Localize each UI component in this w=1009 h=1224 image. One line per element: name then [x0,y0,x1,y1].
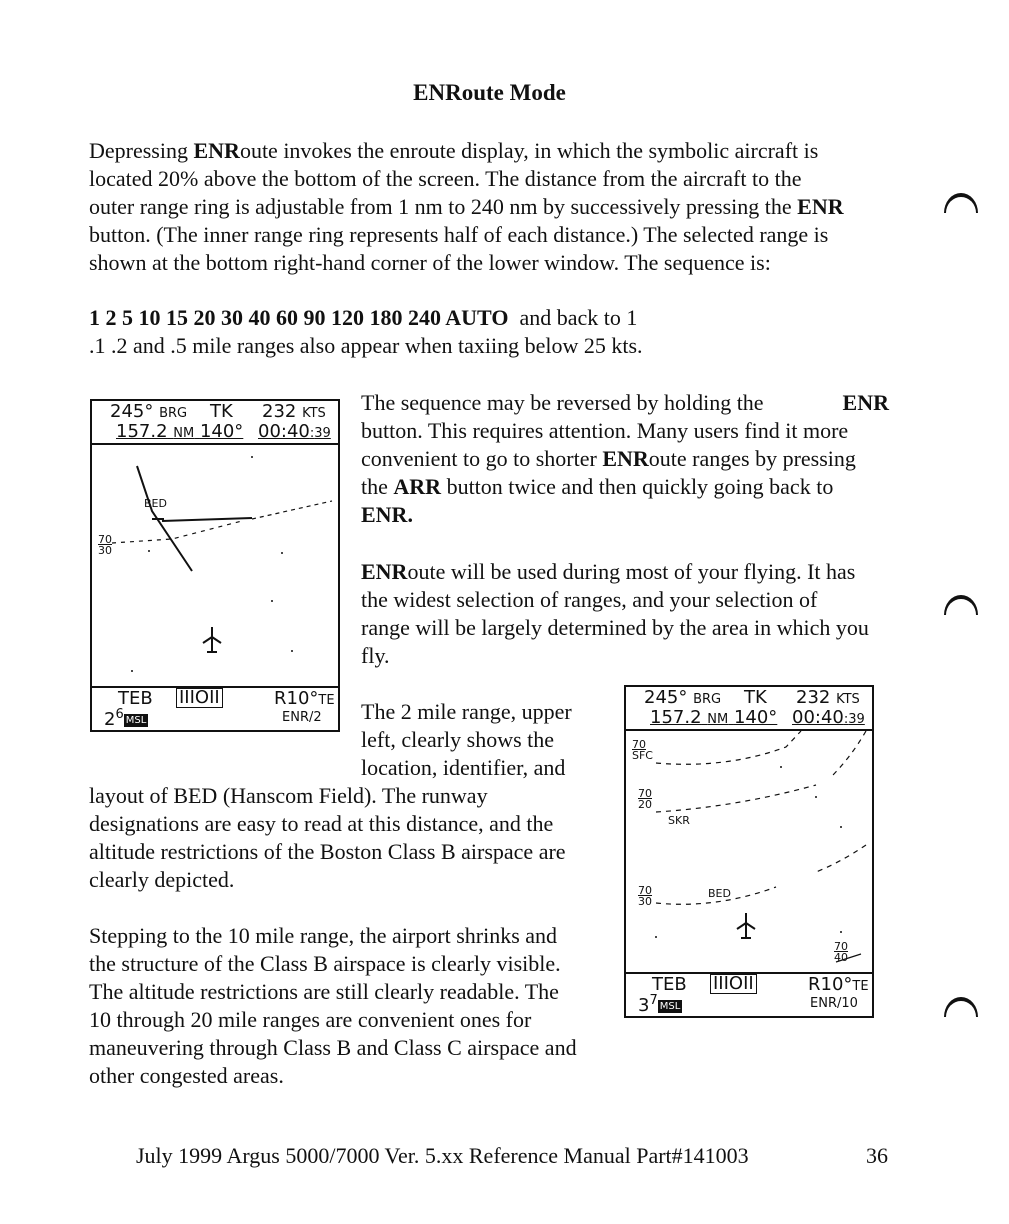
map-graphics [626,687,872,1016]
intro-paragraph: Depressing ENRoute invokes the enroute display, in which the symbolic aircraft is located 20% above the bottom of the screen. The distance from the aircraft to the outer range ring is adjustable from 1 nm to 240 nm by successively pressing the ENR button. (The inner range ring represents half of each distance.) The selected range is shown at the bottom right-hand corner of the lower window. The sequence is: [89,138,844,275]
screen-footer: TEB IIIOII R10°TE $2^6$ MSL ENR/2 [92,686,338,730]
screen-header: 245° BRG TK 232 KTS 157.2 NM 140° 00:40:39 [626,687,872,731]
page-footer: July 1999 Argus 5000/7000 Ver. 5.xx Reference Manual Part#141003 [136,1143,749,1168]
ten-mile-paragraph: Stepping to the 10 mile range, the airport shrinks and the structure of the Class B airspace is clearly visible. The altitude restrictions are still clearly readable. The 10 through 20 mile ranges are convenient ones for maneuvering through Class B and Class C airspace and other congested areas. [89,923,577,1088]
aircraft-icon [737,913,755,939]
enroute-10-mile-screen: 245° BRG TK 232 KTS 157.2 NM 140° 00:40:39 70 SFC 70 20 SKR 70 30 BED 70 40 TEB IIIOII R10°TE $3^7$ MSL ENR/10 [624,685,874,1018]
airport-label: BED [708,887,731,900]
binding-hole-mark [944,595,978,615]
page-number: 36 [866,1143,888,1168]
map-graphics [92,401,338,730]
screen-header: 245° BRG TK 232 KTS 157.2 NM 140° 00:40:39 [92,401,338,445]
usage-paragraph: ENRoute will be used during most of your flying. It has the widest selection of ranges, and your selection of range will be largely determined by the area in which you fly. [361,559,869,668]
two-mile-paragraph: The 2 mile range, upper left, clearly shows the location, identifier, and [361,699,572,780]
binding-hole-mark [944,997,978,1017]
binding-hole-mark [944,193,978,213]
page-title: ENRoute Mode [413,80,566,105]
aircraft-icon [203,627,221,653]
two-mile-paragraph-cont: layout of BED (Hanscom Field). The runway designations are easy to read at this distance, and the altitude restrictions of the Boston Class B airspace are clearly depicted. [89,783,566,892]
range-sequence: 1 2 5 10 15 20 30 40 60 90 120 180 240 AUTO and back to 1 .1 .2 and .5 mile ranges also appear when taxiing below 25 kts. [89,305,643,358]
reverse-paragraph: The sequence may be reversed by holding the ENR button. This requires attention. Many users find it more convenient to go to shorter ENRoute ranges by pressing the ARR button twice and then quickly going back to ENR. [361,390,889,527]
screen-footer: TEB IIIOII R10°TE $3^7$ MSL ENR/10 [626,972,872,1016]
fix-label: SKR [668,814,690,827]
enroute-2-mile-screen: 245° BRG TK 232 KTS 157.2 NM 140° 00:40:39 BED 70 30 TEB IIIOII R10°TE $2^6$ MSL ENR/2 [90,399,340,732]
airport-label: BED [144,497,167,510]
